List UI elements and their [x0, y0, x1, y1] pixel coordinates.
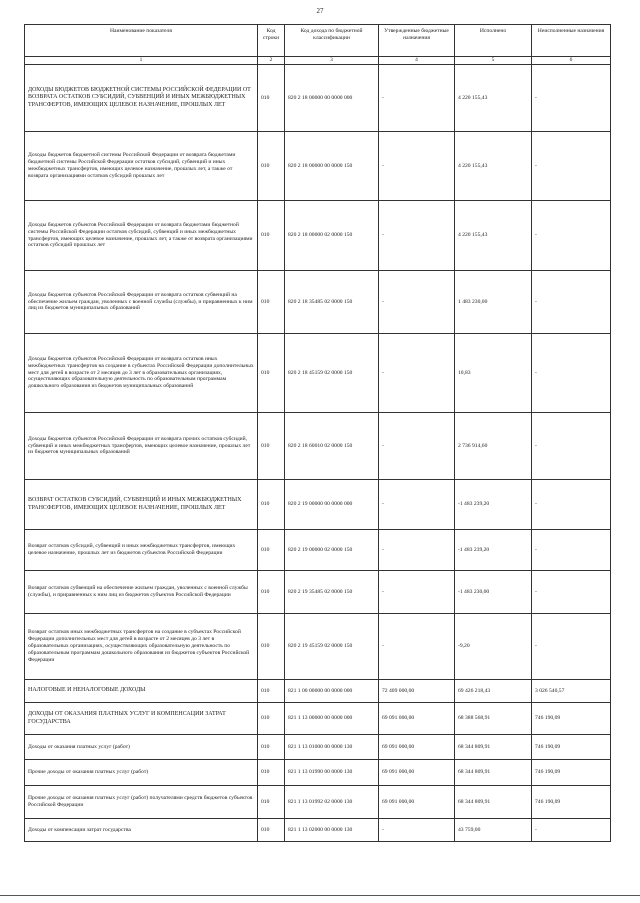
approved-amount: - [379, 413, 455, 480]
table-row [25, 819, 611, 842]
approved-amount: 69 091 000,00 [379, 760, 455, 786]
header-income-code: Код дохода по бюджетной классификации [285, 25, 379, 57]
table-row [25, 786, 611, 819]
executed-amount: 2 736 914,60 [455, 413, 532, 480]
executed-amount: 68 344 809,91 [455, 735, 532, 760]
unexecuted-amount: 3 026 540,57 [532, 680, 611, 703]
unexecuted-amount: 746 190,09 [532, 760, 611, 786]
indicator-name: ВОЗВРАТ ОСТАТКОВ СУБСИДИЙ, СУБВЕНЦИЙ И ИНЫХ МЕЖБЮДЖЕТНЫХ ТРАНСФЕРТОВ, ИМЕЮЩИХ ЦЕЛЕВОЕ НАЗНАЧЕНИЕ, ПРОШЛЫХ ЛЕТ [25, 480, 258, 530]
income-classification-code: 820 2 19 45159 02 0000 150 [285, 614, 379, 680]
table-row [25, 413, 611, 480]
unexecuted-amount: - [532, 571, 611, 614]
approved-amount: 72 409 000,00 [379, 680, 455, 703]
executed-amount: 68 388 568,91 [455, 703, 532, 735]
header-name: Наименование показателя [25, 25, 258, 57]
income-classification-code: 820 2 18 00000 02 0000 150 [285, 201, 379, 271]
executed-amount: -9,20 [455, 614, 532, 680]
unexecuted-amount: - [532, 413, 611, 480]
approved-amount: 69 091 000,00 [379, 735, 455, 760]
income-classification-code: 821 1 13 00000 00 0000 000 [285, 703, 379, 735]
header-executed: Исполнено [455, 25, 532, 57]
indicator-name: Прочие доходы от оказания платных услуг (работ) [25, 760, 258, 786]
table-row [25, 271, 611, 334]
approved-amount: - [379, 819, 455, 842]
indicator-name: Доходы бюджетов бюджетной системы Российской Федерации от возврата бюджетами бюджетной системы Российской Федерации остатков субсидий, субвенций и иных межбюджетных трансфертов, имеющих целевое назначение, прошлых лет, а также от возврата организациями остатков субсидий прошлых лет [25, 132, 258, 201]
executed-amount: 69 426 218,43 [455, 680, 532, 703]
header-unexecuted: Неисполненные назначения [532, 25, 611, 57]
unexecuted-amount: - [532, 819, 611, 842]
line-code: 010 [258, 819, 285, 842]
executed-amount: 4 220 155,43 [455, 132, 532, 201]
executed-amount: -1 483 239,20 [455, 480, 532, 530]
approved-amount: - [379, 530, 455, 571]
income-classification-code: 820 2 19 35485 02 0000 150 [285, 571, 379, 614]
unexecuted-amount: - [532, 334, 611, 413]
income-classification-code: 821 1 00 00000 00 0000 000 [285, 680, 379, 703]
income-classification-code: 820 2 18 00000 00 0000 000 [285, 65, 379, 132]
executed-amount: 1 483 230,00 [455, 271, 532, 334]
approved-amount: - [379, 132, 455, 201]
approved-amount: - [379, 201, 455, 271]
column-number-row [25, 57, 611, 65]
approved-amount: 69 091 000,00 [379, 786, 455, 819]
line-code: 010 [258, 334, 285, 413]
table-row [25, 571, 611, 614]
table-row [25, 735, 611, 760]
unexecuted-amount: - [532, 614, 611, 680]
line-code: 010 [258, 201, 285, 271]
unexecuted-amount: 746 190,09 [532, 735, 611, 760]
income-classification-code: 820 2 19 00000 00 0000 000 [285, 480, 379, 530]
income-classification-code: 820 2 18 45159 02 0000 150 [285, 334, 379, 413]
line-code: 010 [258, 703, 285, 735]
indicator-name: Возврат остатков иных межбюджетных трансфертов на создание в субъектах Российской Федерации дополнительных мест для детей в возрасте от 2 месяцев до 3 лет в образовательных организациях, осуществляющих образовательную деятельность по образовательным программам дошкольного образования из бюджетов субъектов Российской Федерации [25, 614, 258, 680]
approved-amount: - [379, 480, 455, 530]
indicator-name: Доходы бюджетов субъектов Российской Федерации от возврата бюджетами бюджетной системы Российской Федерации остатков субсидий, субвенций и иных межбюджетных трансфертов, имеющих целевое назначение, прошлых лет, а также от возврата организациями остатков субсидий прошлых лет [25, 201, 258, 271]
unexecuted-amount: - [532, 271, 611, 334]
header-line-code: Код строки [258, 25, 285, 57]
line-code: 010 [258, 132, 285, 201]
line-code: 010 [258, 571, 285, 614]
indicator-name: Доходы от оказания платных услуг (работ) [25, 735, 258, 760]
line-code: 010 [258, 271, 285, 334]
executed-amount: -1 483 239,20 [455, 530, 532, 571]
table-row [25, 703, 611, 735]
table-header-row [25, 25, 611, 57]
executed-amount: 10,83 [455, 334, 532, 413]
executed-amount: 4 220 155,43 [455, 201, 532, 271]
table-row [25, 614, 611, 680]
approved-amount: - [379, 65, 455, 132]
unexecuted-amount: - [532, 201, 611, 271]
executed-amount: 4 220 155,43 [455, 65, 532, 132]
column-number: 6 [532, 57, 611, 65]
table-row [25, 530, 611, 571]
table-row [25, 480, 611, 530]
table-row [25, 132, 611, 201]
unexecuted-amount: 746 190,09 [532, 703, 611, 735]
line-code: 010 [258, 735, 285, 760]
indicator-name: Доходы от компенсации затрат государства [25, 819, 258, 842]
line-code: 010 [258, 680, 285, 703]
approved-amount: - [379, 614, 455, 680]
column-number: 3 [285, 57, 379, 65]
column-number: 2 [258, 57, 285, 65]
line-code: 010 [258, 760, 285, 786]
column-number: 1 [25, 57, 258, 65]
report-table [24, 24, 611, 842]
line-code: 010 [258, 480, 285, 530]
line-code: 010 [258, 786, 285, 819]
executed-amount: -1 483 230,00 [455, 571, 532, 614]
approved-amount: - [379, 271, 455, 334]
indicator-name: Доходы бюджетов субъектов Российской Федерации от возврата прочих остатков субсидий, субвенций и иных межбюджетных трансфертов, имеющих целевое назначение, прошлых лет из бюджетов муниципальных образований [25, 413, 258, 480]
indicator-name: ДОХОДЫ БЮДЖЕТОВ БЮДЖЕТНОЙ СИСТЕМЫ РОССИЙСКОЙ ФЕДЕРАЦИИ ОТ ВОЗВРАТА ОСТАТКОВ СУБСИДИЙ, СУБВЕНЦИЙ И ИНЫХ МЕЖБЮДЖЕТНЫХ ТРАНСФЕРТОВ, ИМЕЮЩИХ ЦЕЛЕВОЕ НАЗНАЧЕНИЕ, ПРОШЛЫХ ЛЕТ [25, 65, 258, 132]
income-classification-code: 821 1 13 01990 00 0000 130 [285, 760, 379, 786]
approved-amount: 69 091 000,00 [379, 703, 455, 735]
header-approved: Утвержденные бюджетные назначения [379, 25, 455, 57]
approved-amount: - [379, 334, 455, 413]
approved-amount: - [379, 571, 455, 614]
income-classification-code: 820 2 18 00000 00 0000 150 [285, 132, 379, 201]
line-code: 010 [258, 413, 285, 480]
indicator-name: Прочие доходы от оказания платных услуг (работ) получателями средств бюджетов субъектов Российской Федерации [25, 786, 258, 819]
table-row [25, 201, 611, 271]
indicator-name: Возврат остатков субвенций на обеспечение жильем граждан, уволенных с военной службы (службы), и приравненных к ним лиц из бюджетов субъектов Российской Федерации [25, 571, 258, 614]
income-classification-code: 820 2 18 35485 02 0000 150 [285, 271, 379, 334]
table-row [25, 680, 611, 703]
table-row [25, 65, 611, 132]
income-classification-code: 820 2 19 00000 02 0000 150 [285, 530, 379, 571]
executed-amount: 43 759,00 [455, 819, 532, 842]
executed-amount: 68 344 809,91 [455, 786, 532, 819]
page-number: 27 [316, 7, 324, 15]
indicator-name: НАЛОГОВЫЕ И НЕНАЛОГОВЫЕ ДОХОДЫ [25, 680, 258, 703]
executed-amount: 68 344 809,91 [455, 760, 532, 786]
income-classification-code: 821 1 13 01000 00 0000 130 [285, 735, 379, 760]
column-number: 5 [455, 57, 532, 65]
income-classification-code: 821 1 13 02000 00 0000 130 [285, 819, 379, 842]
indicator-name: Возврат остатков субсидий, субвенций и иных межбюджетных трансфертов, имеющих целевое назначение, прошлых лет из бюджетов субъектов Российской Федерации [25, 530, 258, 571]
unexecuted-amount: - [532, 132, 611, 201]
unexecuted-amount: - [532, 65, 611, 132]
page-bottom-rule [0, 895, 640, 896]
table-row [25, 760, 611, 786]
indicator-name: Доходы бюджетов субъектов Российской Федерации от возврата остатков субвенций на обеспечение жильем граждан, уволенных с военной службы (службы), и приравненных к ним лиц из бюджетов муниципальных образований [25, 271, 258, 334]
unexecuted-amount: - [532, 480, 611, 530]
line-code: 010 [258, 530, 285, 571]
indicator-name: Доходы бюджетов субъектов Российской Федерации от возврата остатков иных межбюджетных трансфертов на создание в субъектах Российской Федерации дополнительных мест для детей в возрасте от 2 месяцев до 3 лет в образовательных организациях, осуществляющих образовательную деятельность по образовательным программам дошкольного образования из бюджетов муниципальных образований [25, 334, 258, 413]
column-number: 4 [379, 57, 455, 65]
table-row [25, 334, 611, 413]
line-code: 010 [258, 614, 285, 680]
unexecuted-amount: 746 190,09 [532, 786, 611, 819]
line-code: 010 [258, 65, 285, 132]
income-classification-code: 821 1 13 01992 02 0000 130 [285, 786, 379, 819]
unexecuted-amount: - [532, 530, 611, 571]
indicator-name: ДОХОДЫ ОТ ОКАЗАНИЯ ПЛАТНЫХ УСЛУГ И КОМПЕНСАЦИИ ЗАТРАТ ГОСУДАРСТВА [25, 703, 258, 735]
income-classification-code: 820 2 18 60010 02 0000 150 [285, 413, 379, 480]
